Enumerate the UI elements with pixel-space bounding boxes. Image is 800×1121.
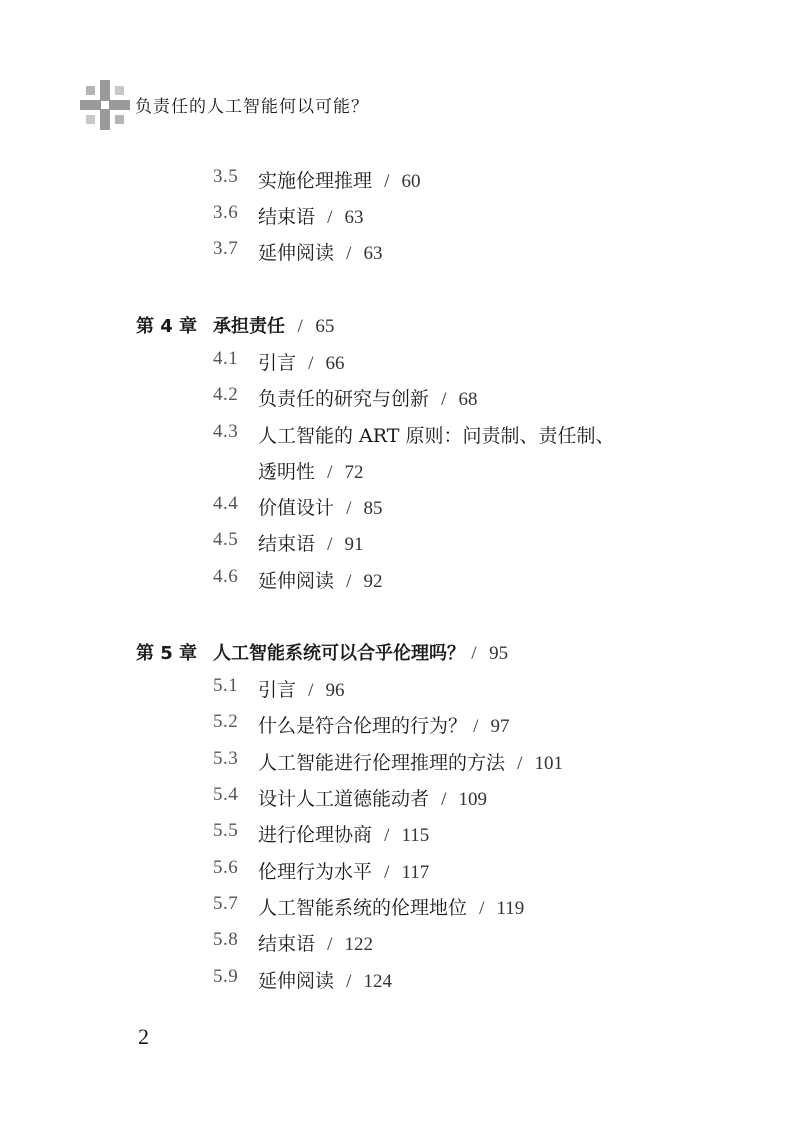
separator: / bbox=[346, 243, 352, 264]
page-ref: 115 bbox=[401, 825, 430, 846]
separator: / bbox=[441, 389, 447, 410]
page-ref: 97 bbox=[490, 716, 510, 737]
chapter-label: 第 4 章 bbox=[136, 316, 198, 337]
section-number: 5.3 bbox=[213, 748, 239, 769]
page-ref: 91 bbox=[344, 534, 364, 555]
section-title: 伦理行为水平 bbox=[258, 861, 373, 883]
section-number: 5.2 bbox=[213, 711, 239, 732]
chapter-title: 承担责任 bbox=[213, 316, 285, 337]
page-ref: 92 bbox=[363, 571, 383, 592]
section-title: 设计人工道德能动者 bbox=[258, 788, 430, 810]
page-ref: 119 bbox=[496, 898, 525, 919]
separator: / bbox=[384, 862, 390, 883]
separator: / bbox=[297, 316, 303, 337]
running-header bbox=[80, 80, 680, 130]
section-title: 结束语 bbox=[258, 206, 316, 228]
page-ref: 65 bbox=[315, 316, 335, 337]
separator: / bbox=[346, 498, 352, 519]
separator: / bbox=[308, 353, 314, 374]
separator: / bbox=[384, 825, 390, 846]
page-ref: 124 bbox=[363, 971, 392, 992]
section-title: 引言 bbox=[258, 352, 297, 374]
separator: / bbox=[441, 789, 447, 810]
chapter-label: 第 5 章 bbox=[136, 643, 198, 664]
page-ref: 85 bbox=[363, 498, 383, 519]
section-number: 4.6 bbox=[213, 566, 239, 587]
page-ref: 95 bbox=[489, 643, 509, 664]
section-title: 延伸阅读 bbox=[258, 570, 335, 592]
section-title: 什么是符合伦理的行为？ bbox=[258, 715, 468, 737]
section-title-line1: 人工智能的 ART 原则：问责制、责任制、 bbox=[258, 425, 615, 447]
section-title: 实施伦理推理 bbox=[258, 170, 373, 192]
section-title: 延伸阅读 bbox=[258, 242, 335, 264]
section-number: 4.2 bbox=[213, 384, 239, 405]
page-ref: 72 bbox=[344, 462, 364, 483]
separator: / bbox=[346, 971, 352, 992]
section-number: 3.6 bbox=[213, 202, 239, 223]
section-number: 5.9 bbox=[213, 966, 239, 987]
page-ref: 63 bbox=[344, 207, 364, 228]
section-number: 3.7 bbox=[213, 238, 239, 259]
section-number: 5.5 bbox=[213, 820, 239, 841]
page-number: 2 bbox=[138, 1024, 149, 1049]
section-title: 人工智能进行伦理推理的方法 bbox=[258, 752, 506, 774]
page-ref: 68 bbox=[458, 389, 478, 410]
section-title: 结束语 bbox=[258, 933, 316, 955]
page-ref: 122 bbox=[344, 934, 373, 955]
separator: / bbox=[327, 534, 333, 555]
separator: / bbox=[346, 571, 352, 592]
section-number: 5.1 bbox=[213, 675, 239, 696]
page-ref: 66 bbox=[325, 353, 345, 374]
section-title: 引言 bbox=[258, 679, 297, 701]
page-ref: 117 bbox=[401, 862, 430, 883]
section-number: 3.5 bbox=[213, 166, 239, 187]
section-number: 5.6 bbox=[213, 857, 239, 878]
section-title-line2: 透明性 bbox=[258, 461, 316, 483]
chapter-title: 人工智能系统可以合乎伦理吗？ bbox=[213, 643, 465, 664]
separator: / bbox=[327, 462, 333, 483]
page-ref: 96 bbox=[325, 680, 345, 701]
separator: / bbox=[517, 753, 523, 774]
section-number: 4.5 bbox=[213, 529, 239, 550]
page-ref: 60 bbox=[401, 171, 421, 192]
separator: / bbox=[327, 207, 333, 228]
section-title: 延伸阅读 bbox=[258, 970, 335, 992]
section-title: 价值设计 bbox=[258, 497, 335, 519]
section-number: 5.7 bbox=[213, 893, 239, 914]
separator: / bbox=[479, 898, 485, 919]
section-number: 5.8 bbox=[213, 929, 239, 950]
separator: / bbox=[471, 643, 477, 664]
section-number: 4.1 bbox=[213, 348, 239, 369]
separator: / bbox=[384, 171, 390, 192]
page-ref: 63 bbox=[363, 243, 383, 264]
section-title: 人工智能系统的伦理地位 bbox=[258, 897, 468, 919]
section-number: 5.4 bbox=[213, 784, 239, 805]
section-title: 结束语 bbox=[258, 533, 316, 555]
book-title: 负责任的人工智能何以可能？ bbox=[135, 97, 369, 117]
separator: / bbox=[327, 934, 333, 955]
separator: / bbox=[308, 680, 314, 701]
book-logo-icon bbox=[80, 80, 130, 130]
page-ref: 101 bbox=[534, 753, 563, 774]
section-number: 4.3 bbox=[213, 421, 239, 442]
section-title: 负责任的研究与创新 bbox=[258, 388, 430, 410]
section-number: 4.4 bbox=[213, 493, 239, 514]
page-ref: 109 bbox=[458, 789, 487, 810]
separator: / bbox=[473, 716, 479, 737]
section-title: 进行伦理协商 bbox=[258, 824, 373, 846]
